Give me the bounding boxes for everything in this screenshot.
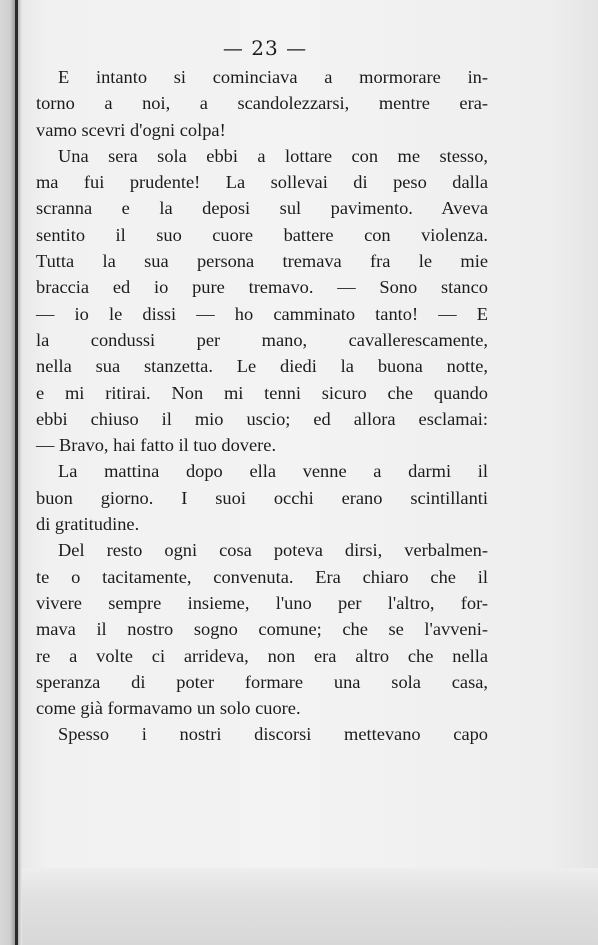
- text-line: Tutta la sua persona tremava fra le mie: [36, 251, 488, 272]
- text-line: la condussi per mano, cavallerescamente,: [36, 329, 488, 350]
- text-line: di gratitudine.: [36, 514, 140, 535]
- text-line: E intanto si cominciava a mormorare in-: [58, 67, 488, 87]
- text-line: torno a noi, a scandolezzarsi, mentre era-: [36, 93, 488, 114]
- text-line: buon giorno. I suoi occhi erano scintillanti: [36, 487, 488, 508]
- page-number: — 23 —: [222, 36, 308, 60]
- text-line: e mi ritirai. Non mi tenni sicuro che quando: [36, 382, 488, 403]
- text-line: Una sera sola ebbi a lottare con me stesso,: [58, 145, 488, 166]
- text-line: vamo scevri d'ogni colpa!: [36, 119, 226, 140]
- book-spine-shadow: [0, 0, 22, 945]
- text-line: — Bravo, hai fatto il tuo dovere.: [36, 435, 277, 456]
- text-line: ebbi chiuso il mio uscio; ed allora esclamai:: [36, 408, 488, 429]
- text-line: La mattina dopo ella venne a darmi il: [58, 461, 488, 482]
- text-line: — io le dissi — ho camminato tanto! — E: [36, 303, 488, 324]
- text-line: braccia ed io pure tremavo. — Sono stanco: [36, 277, 488, 298]
- text-line: sentito il suo cuore battere con violenza.: [36, 224, 488, 245]
- text-line: re a volte ci arrideva, non era altro che nella: [36, 645, 488, 666]
- page-bottom-shadow: [22, 868, 598, 945]
- text-line: Spesso i nostri discorsi mettevano capo: [58, 724, 488, 745]
- text-line: vivere sempre insieme, l'uno per l'altro, for-: [36, 592, 488, 613]
- text-line: come già formavamo un solo cuore.: [36, 698, 301, 719]
- text-line: ma fui prudente! La sollevai di peso dalla: [36, 172, 488, 193]
- binding-edge-line: [15, 0, 18, 945]
- text-line: scranna e la deposi sul pavimento. Aveva: [36, 198, 488, 219]
- text-line: Del resto ogni cosa poteva dirsi, verbalmen-: [58, 540, 488, 561]
- text-line: nella sua stanzetta. Le diedi la buona notte,: [36, 356, 488, 377]
- text-line: te o tacitamente, convenuta. Era chiaro che il: [36, 566, 488, 587]
- text-line: mava il nostro sogno comune; che se l'avveni-: [36, 619, 488, 640]
- body-text: [36, 64, 488, 748]
- text-line: speranza di poter formare una sola casa,: [36, 671, 488, 692]
